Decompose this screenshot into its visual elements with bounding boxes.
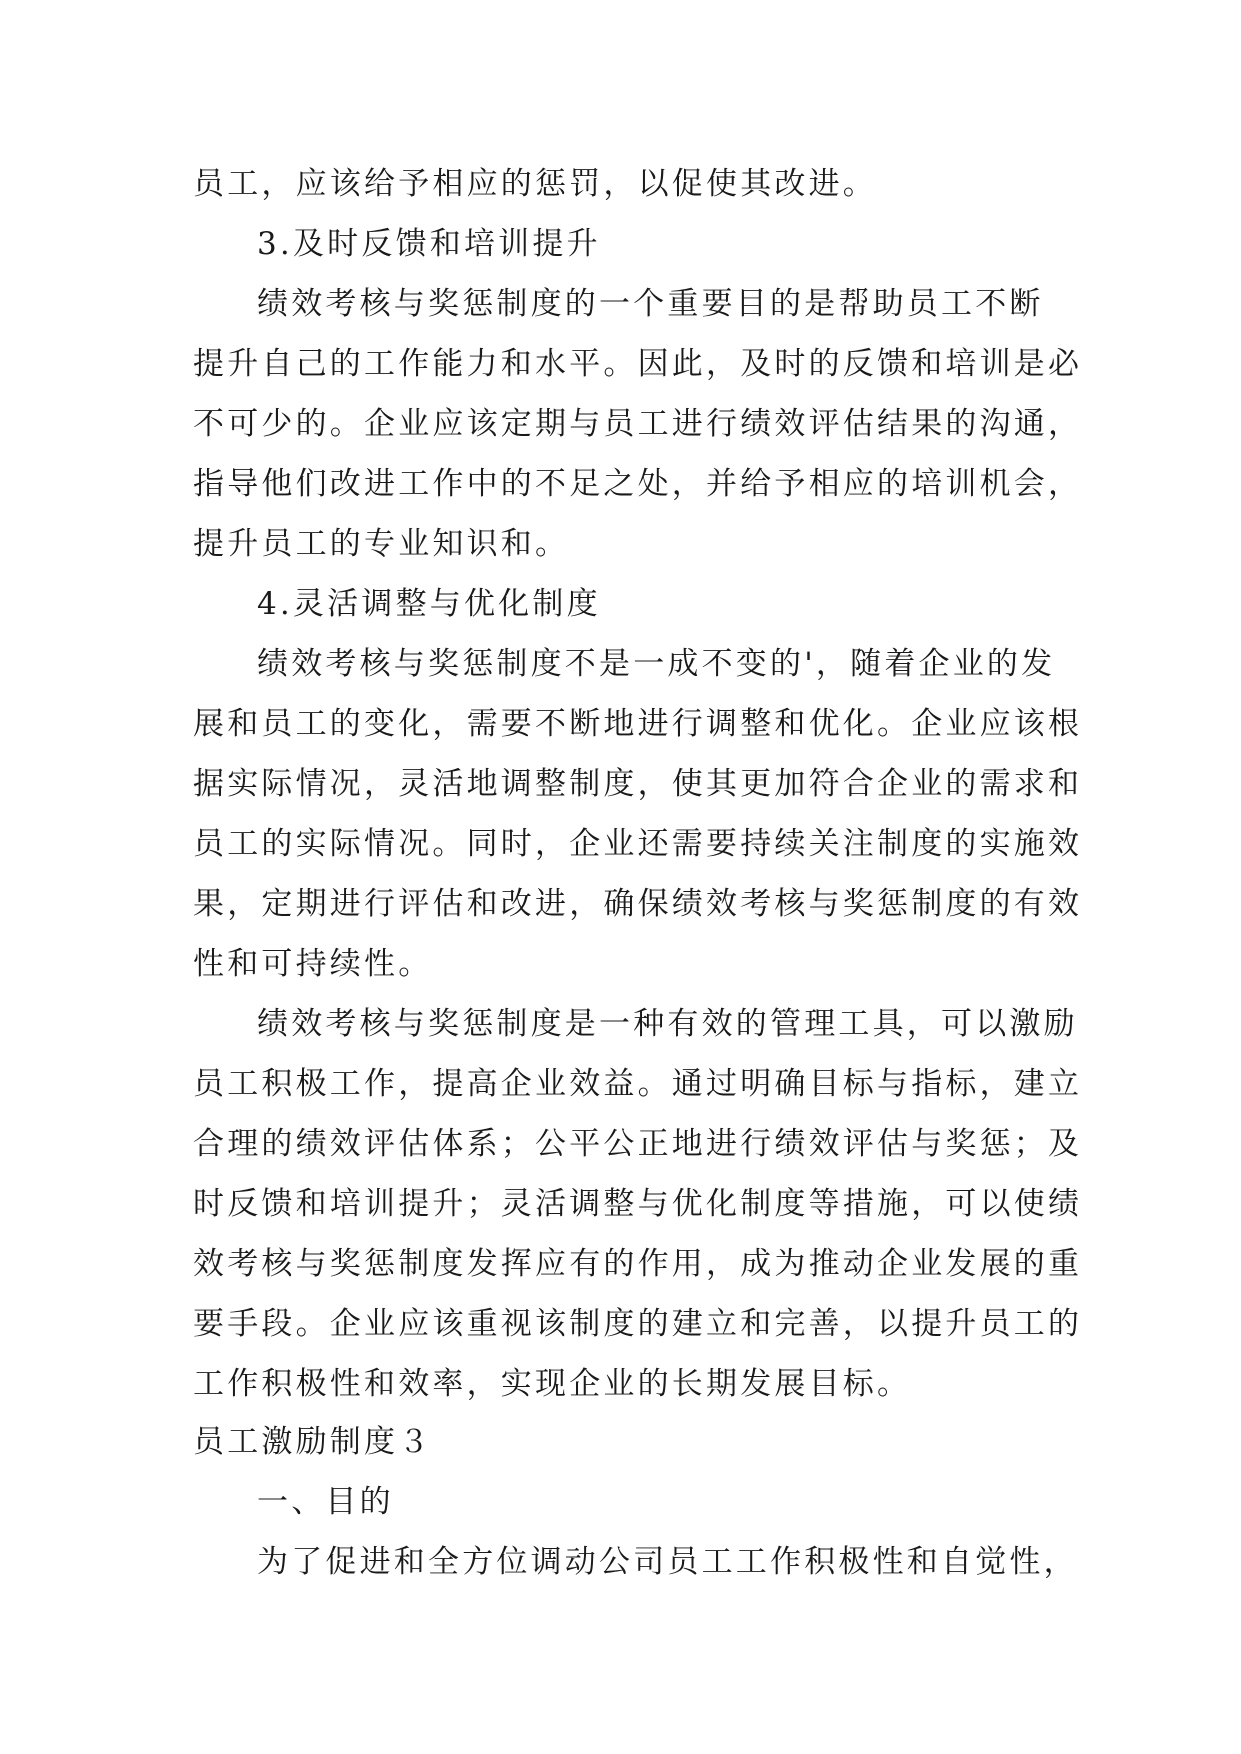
section-heading: 3.及时反馈和培训提升 bbox=[257, 226, 601, 262]
document-title: 员工激励制度３ bbox=[193, 1424, 433, 1460]
body-line: 指导他们改进工作中的不足之处，并给予相应的培训机会， bbox=[193, 466, 1083, 502]
body-line: 绩效考核与奖惩制度的一个重要目的是帮助员工不断 bbox=[257, 286, 1044, 322]
body-line: 工作积极性和效率，实现企业的长期发展目标。 bbox=[193, 1366, 912, 1402]
body-line: 提升员工的专业知识和。 bbox=[193, 526, 570, 562]
body-line: 为了促进和全方位调动公司员工工作积极性和自觉性， bbox=[257, 1544, 1078, 1580]
body-line: 据实际情况，灵活地调整制度，使其更加符合企业的需求和 bbox=[193, 766, 1083, 802]
body-line: 时反馈和培训提升；灵活调整与优化制度等措施，可以使绩 bbox=[193, 1186, 1083, 1222]
section-heading: 4.灵活调整与优化制度 bbox=[257, 586, 601, 622]
body-line: 果，定期进行评估和改进，确保绩效考核与奖惩制度的有效 bbox=[193, 886, 1083, 922]
body-line: 员工，应该给予相应的惩罚，以促使其改进。 bbox=[193, 166, 877, 202]
section-heading: 一、目的 bbox=[257, 1484, 394, 1520]
body-line: 不可少的。企业应该定期与员工进行绩效评估结果的沟通， bbox=[193, 406, 1083, 442]
body-line: 提升自己的工作能力和水平。因此，及时的反馈和培训是必 bbox=[193, 346, 1083, 382]
body-line: 展和员工的变化，需要不断地进行调整和优化。企业应该根 bbox=[193, 706, 1083, 742]
body-line: 绩效考核与奖惩制度是一种有效的管理工具，可以激励 bbox=[257, 1006, 1078, 1042]
body-line: 绩效考核与奖惩制度不是一成不变的'，随着企业的发 bbox=[257, 646, 1056, 682]
body-line: 员工积极工作，提高企业效益。通过明确目标与指标，建立 bbox=[193, 1066, 1083, 1102]
body-line: 合理的绩效评估体系；公平公正地进行绩效评估与奖惩；及 bbox=[193, 1126, 1083, 1162]
body-line: 性和可持续性。 bbox=[193, 946, 433, 982]
body-line: 要手段。企业应该重视该制度的建立和完善，以提升员工的 bbox=[193, 1306, 1083, 1342]
body-line: 效考核与奖惩制度发挥应有的作用，成为推动企业发展的重 bbox=[193, 1246, 1083, 1282]
body-line: 员工的实际情况。同时，企业还需要持续关注制度的实施效 bbox=[193, 826, 1083, 862]
